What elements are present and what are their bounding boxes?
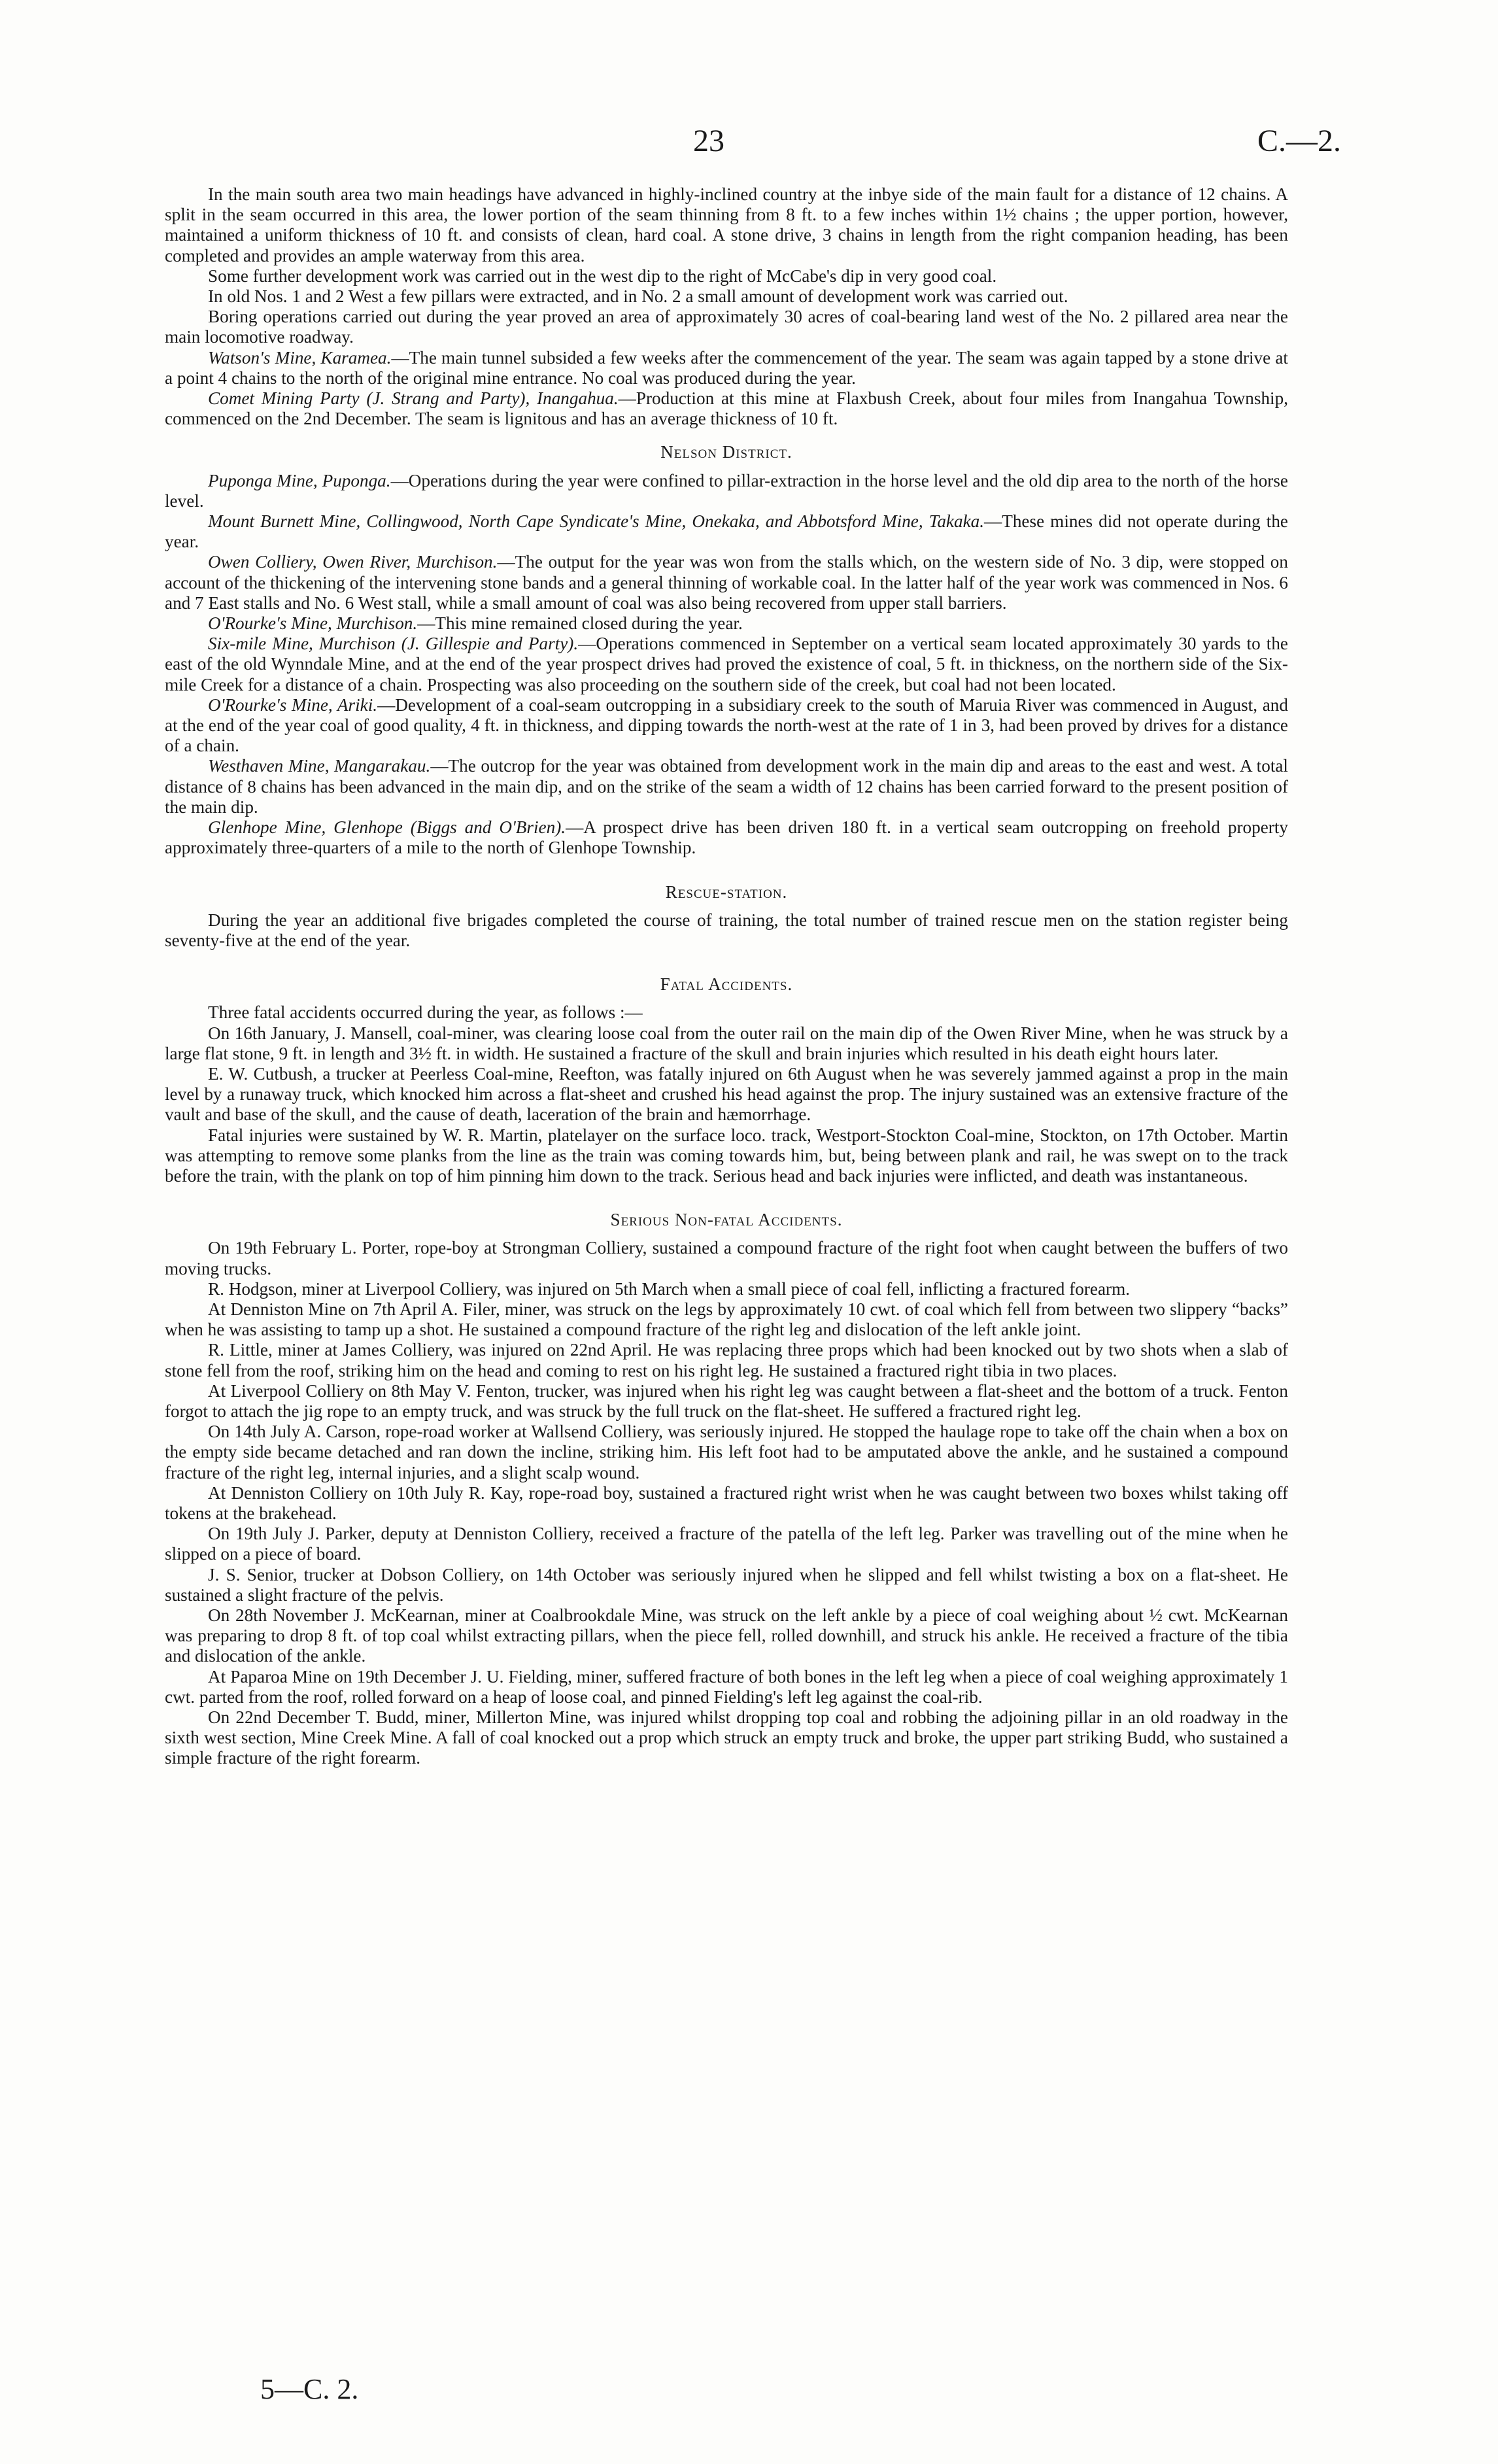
- paragraph-text: In old Nos. 1 and 2 West a few pillars were extracted, and in No. 2 a small amount of development work was carried out.: [208, 286, 1068, 307]
- paragraph: [165, 1667, 1288, 1707]
- paragraph-lead: O'Rourke's Mine, Murchison.: [208, 613, 418, 634]
- section-serious: [165, 1238, 1288, 1768]
- serious-heading: Serious Non-fatal Accidents.: [610, 1210, 843, 1230]
- paragraph-text: —The output for the year was won from the stalls which, on the western side of No. 3 dip, were stopped on account of the thickening of the intervening stone bands and a general thinning of workable coal. In the latter half of the year work was commenced in Nos. 6 and 7 East stalls and No. 6 West stall, while a small amount of coal was also being recovered from upper stall barriers.: [165, 552, 1288, 613]
- paragraph: [165, 388, 1288, 429]
- paragraph: [165, 184, 1288, 266]
- paragraph-text: —This mine remained closed during the year.: [417, 613, 743, 634]
- section-fatal: [165, 1002, 1288, 1186]
- paragraph-lead: Watson's Mine, Karamea.: [208, 347, 392, 368]
- paragraph: [165, 910, 1288, 951]
- section-nelson: [165, 471, 1288, 859]
- page-number: 23: [693, 124, 724, 158]
- nelson-heading: Nelson District.: [660, 442, 792, 462]
- paragraph-lead: Westhaven Mine, Mangarakau.: [208, 756, 431, 776]
- paragraph: [165, 348, 1288, 388]
- paragraph-text: J. S. Senior, trucker at Dobson Colliery, on 14th October was seriously injured when he slipped and fell whilst twisting a box on a flat-sheet. He sustained a slight fracture of the pelvis.: [165, 1564, 1288, 1605]
- paragraph: [165, 1381, 1288, 1422]
- paragraph-lead: Six-mile Mine, Murchison (J. Gillespie and Party).: [208, 634, 579, 654]
- paragraph-text: On 28th November J. McKearnan, miner at Coalbrookdale Mine, was struck on the left ankle by a piece of coal weighing about ½ cwt. McKearnan was preparing to drop 8 ft. of top coal whilst extracting pillars, when the piece fell, rolled downhill, and struck his ankle. He received a fracture of the tibia and dislocation of the ankle.: [165, 1605, 1288, 1666]
- paragraph-text: —Operations during the year were confined to pillar-extraction in the horse level and the old dip area to the north of the horse level.: [165, 470, 1289, 511]
- paragraph: [165, 1565, 1288, 1605]
- paragraph: [165, 817, 1288, 858]
- paragraph: [165, 307, 1288, 347]
- paragraph-text: On 16th January, J. Mansell, coal-miner, was clearing loose coal from the outer rail on the main dip of the Owen River Mine, when he was struck by a large flat stone, 9 ft. in length and 3½ ft. in width. He sustained a fracture of the skull and brain injuries which resulted in his death eight hours later.: [165, 1023, 1288, 1063]
- paragraph-text: —A prospect drive has been driven 180 ft. in a vertical seam outcropping on freehold property approximately three-quarters of a mile to the north of Glenhope Township.: [165, 817, 1288, 858]
- paragraph: [165, 1340, 1288, 1380]
- paragraph: [165, 552, 1288, 613]
- paragraph-lead: Owen Colliery, Owen River, Murchison.: [208, 552, 498, 572]
- paragraph-text: At Denniston Mine on 7th April A. Filer, miner, was struck on the legs by approximately 10 cwt. of coal which fell from between two slippery “backs” when he was assisting to tamp up a shot. He sustained a compound fracture of the right leg and dislocation of the left ankle joint.: [165, 1299, 1288, 1340]
- paragraph: [165, 756, 1288, 817]
- paragraph-text: —These mines did not operate during the year.: [165, 511, 1288, 552]
- paragraph: [165, 1023, 1288, 1064]
- paragraph-text: On 22nd December T. Budd, miner, Millerton Mine, was injured whilst dropping top coal and robbing the adjoining pillar in an old roadway in the sixth west section, Mine Creek Mine. A fall of coal knocked out a prop which struck an empty truck and broke, the upper part striking Budd, who sustained a simple fracture of the right forearm.: [165, 1707, 1288, 1768]
- paragraph-text: Boring operations carried out during the year proved an area of approximately 30 acres of coal-bearing land west of the No. 2 pillared area near the main locomotive roadway.: [165, 307, 1288, 347]
- paragraph-text: During the year an additional five brigades completed the course of training, the total number of trained rescue men on the station register being seventy-five at the end of the year.: [165, 910, 1288, 950]
- paragraph: [165, 266, 1288, 286]
- section-top: [165, 184, 1288, 429]
- paragraph-text: Three fatal accidents occurred during the year, as follows :—: [208, 1002, 643, 1023]
- paragraph-text: E. W. Cutbush, a trucker at Peerless Coal-mine, Reefton, was fatally injured on 6th August when he was severely jammed against a prop in the main level by a runaway truck, which knocked him across a flat-sheet and crushed his head against the prop. The injury sustained was an extensive fracture of the vault and base of the skull, and the cause of death, laceration of the brain and hæmorrhage.: [165, 1063, 1288, 1125]
- paragraph-lead: Comet Mining Party (J. Strang and Party), Inangahua.: [208, 388, 619, 409]
- paragraph: [165, 286, 1288, 307]
- paragraph-text: At Denniston Colliery on 10th July R. Kay, rope-road boy, sustained a fractured right wrist when he was caught between two boxes whilst taking off tokens at the brakehead.: [165, 1482, 1288, 1523]
- paragraph: [165, 511, 1288, 552]
- document-body: [165, 184, 1288, 1769]
- paragraph: [165, 1238, 1288, 1278]
- paragraph-text: On 19th July J. Parker, deputy at Denniston Colliery, received a fracture of the patella of the left leg. Parker was travelling out of the mine when he slipped on a piece of board.: [165, 1524, 1288, 1564]
- paragraph-lead: Mount Burnett Mine, Collingwood, North Cape Syndicate's Mine, Onekaka, and Abbotsford Mine, Takaka.: [208, 511, 985, 532]
- paragraph-text: At Paparoa Mine on 19th December J. U. Fielding, miner, suffered fracture of both bones in the left leg when a piece of coal weighing approximately 1 cwt. parted from the roof, rolled forward on a heap of loose coal, and pinned Fielding's left leg against the coal-rib.: [165, 1666, 1288, 1707]
- paragraph-text: —Production at this mine at Flaxbush Creek, about four miles from Inangahua Township, commenced on the 2nd December. The seam is lignitous and has an average thickness of 10 ft.: [165, 388, 1289, 429]
- paragraph: [165, 1299, 1288, 1340]
- paragraph: [165, 1707, 1288, 1769]
- paragraph-lead: Puponga Mine, Puponga.: [208, 470, 391, 490]
- paragraph: [165, 695, 1288, 757]
- paragraph-text: Fatal injuries were sustained by W. R. Martin, platelayer on the surface loco. track, Westport-Stockton Coal-mine, Stockton, on 17th October. Martin was attempting to remove some planks from the line as the train was coming towards him, but, being between plank and rail, he was swept on to the track before the train, with the plank on top of him pinning him down to the track. Serious head and back injuries were inflicted, and death was instantaneous.: [165, 1125, 1288, 1186]
- paragraph: [165, 1002, 1288, 1023]
- fatal-heading: Fatal Accidents.: [660, 974, 793, 995]
- paragraph-text: At Liverpool Colliery on 8th May V. Fenton, trucker, was injured when his right leg was caught between a flat-sheet and the bottom of a truck. Fenton forgot to attach the jig rope to an empty truck, and was struck by the full truck on the flat-sheet. He suffered a fractured right leg.: [165, 1380, 1288, 1421]
- paragraph: [165, 1605, 1288, 1667]
- paragraph-text: R. Hodgson, miner at Liverpool Colliery, was injured on 5th March when a small piece of coal fell, inflicting a fractured forearm.: [208, 1278, 1131, 1299]
- paragraph-text: Some further development work was carried out in the west dip to the right of McCabe's dip in very good coal.: [208, 265, 997, 286]
- paragraph-text: —The outcrop for the year was obtained from development work in the main dip and areas to the east and west. A total distance of 8 chains has been advanced in the main dip, and on the strike of the seam a width of 12 chains has been carried forward to the present position of the main dip.: [165, 756, 1288, 817]
- paragraph-text: On 19th February L. Porter, rope-boy at Strongman Colliery, sustained a compound fracture of the right foot when caught between the buffers of two moving trucks.: [165, 1238, 1288, 1278]
- paragraph-text: On 14th July A. Carson, rope-road worker at Wallsend Colliery, was seriously injured. He stopped the haulage rope to take off the chain when a box on the empty side became detached and ran down the incline, striking him. His left foot had to be amputated above the ankle, and he sustained a compound fracture of the right leg, internal injuries, and a slight scalp wound.: [165, 1422, 1288, 1482]
- paragraph: [165, 1483, 1288, 1524]
- paragraph-text: —The main tunnel subsided a few weeks after the commencement of the year. The seam was again tapped by a stone drive at a point 4 chains to the north of the original mine entrance. No coal was produced during the year.: [165, 347, 1288, 388]
- paragraph: [165, 471, 1288, 511]
- paragraph-text: —Development of a coal-seam outcropping in a subsidiary creek to the south of Maruia River was commenced in August, and at the end of the year coal of good quality, 4 ft. in thickness, and dipping towards the north-west at the rate of 1 in 3, had been proved by drives for a distance of a chain.: [165, 694, 1288, 756]
- paragraph-lead: Glenhope Mine, Glenhope (Biggs and O'Brien).: [208, 817, 566, 838]
- paragraph-lead: O'Rourke's Mine, Ariki.: [208, 694, 378, 715]
- paragraph: [165, 1064, 1288, 1125]
- paragraph-text: R. Little, miner at James Colliery, was injured on 22nd April. He was replacing three props which had been knocked out by two shots when a slab of stone fell from the roof, striking him on the head and coming to rest on his right leg. He sustained a fractured right tibia in two places.: [165, 1340, 1288, 1380]
- rescue-heading: Rescue-station.: [665, 881, 788, 902]
- footer-signature: 5—C. 2.: [260, 2373, 359, 2405]
- paragraph: [165, 1279, 1288, 1299]
- paragraph: [165, 1422, 1288, 1483]
- paragraph: [165, 613, 1288, 634]
- document-code: C.—2.: [1257, 124, 1341, 158]
- section-rescue: [165, 910, 1288, 951]
- paragraph-text: In the main south area two main headings have advanced in highly-inclined country at the inbye side of the main fault for a distance of 12 chains. A split in the seam occurred in this area, the lower portion of the seam thinning from 8 ft. to a few inches within 1½ chains ; the upper portion, however, maintained a uniform thickness of 10 ft. and consists of clean, hard coal. A stone drive, 3 chains in length from the right companion heading, has been completed and provides an ample waterway from this area.: [165, 184, 1288, 265]
- paragraph-text: —Operations commenced in September on a vertical seam located approximately 30 yards to the east of the old Wynndale Mine, and at the end of the year prospect drives had proved the existence of coal, 5 ft. in thickness, on the northern side of the Six-mile Creek for a distance of a chain. Prospecting was also proceeding on the southern side of the creek, but coal had not been located.: [165, 634, 1288, 694]
- paragraph: [165, 1524, 1288, 1564]
- paragraph: [165, 1125, 1288, 1187]
- paragraph: [165, 634, 1288, 695]
